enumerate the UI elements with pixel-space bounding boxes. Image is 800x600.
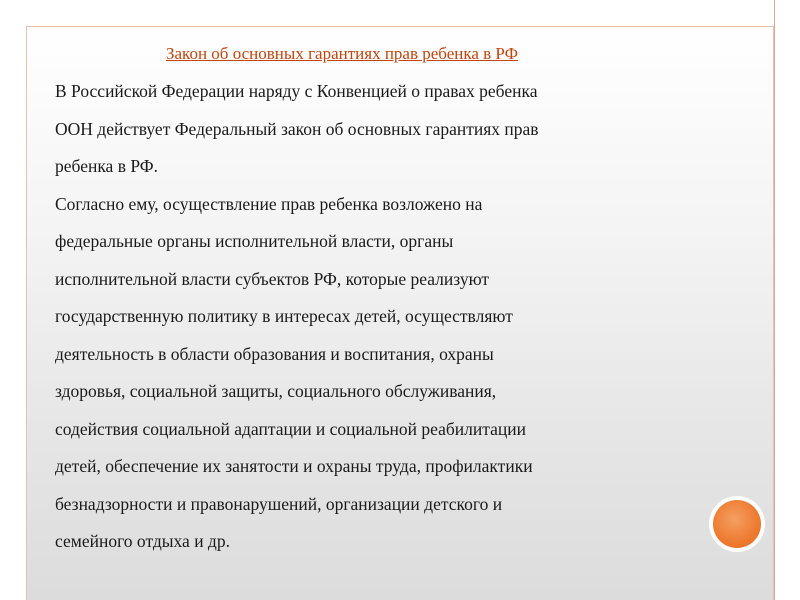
body-line: государственную политику в интересах детей, осуществляют [55,306,513,326]
body-line: детей, обеспечение их занятости и охраны труда, профилактики [55,456,533,476]
body-line: Согласно ему, осуществление прав ребенка возложено на [55,193,483,214]
body-line: ребенка в РФ. [55,156,158,176]
slide-body [55,78,755,566]
decorative-rule [774,0,775,600]
body-line: федеральные органы исполнительной власти, органы [55,231,454,251]
body-line: содействия социальной адаптации и социальной реабилитации [55,418,526,439]
body-line: семейного отдыха и др. [55,531,230,551]
body-line: В Российской Федерации наряду с Конвенцией о правах ребенка [55,81,538,101]
orange-circle-decoration [713,500,761,548]
slide-title: Закон об основных гарантиях прав ребенка в РФ [166,44,519,63]
body-line: здоровья, социальной защиты, социального обслуживания, [55,381,497,401]
body-line: ООН действует Федеральный закон об основных гарантиях прав [55,118,539,139]
body-line: деятельность в области образования и воспитания, охраны [55,343,494,364]
body-line: исполнительной власти субъектов РФ, которые реализуют [55,268,490,289]
body-line: безнадзорности и правонарушений, организации детского и [55,493,503,514]
